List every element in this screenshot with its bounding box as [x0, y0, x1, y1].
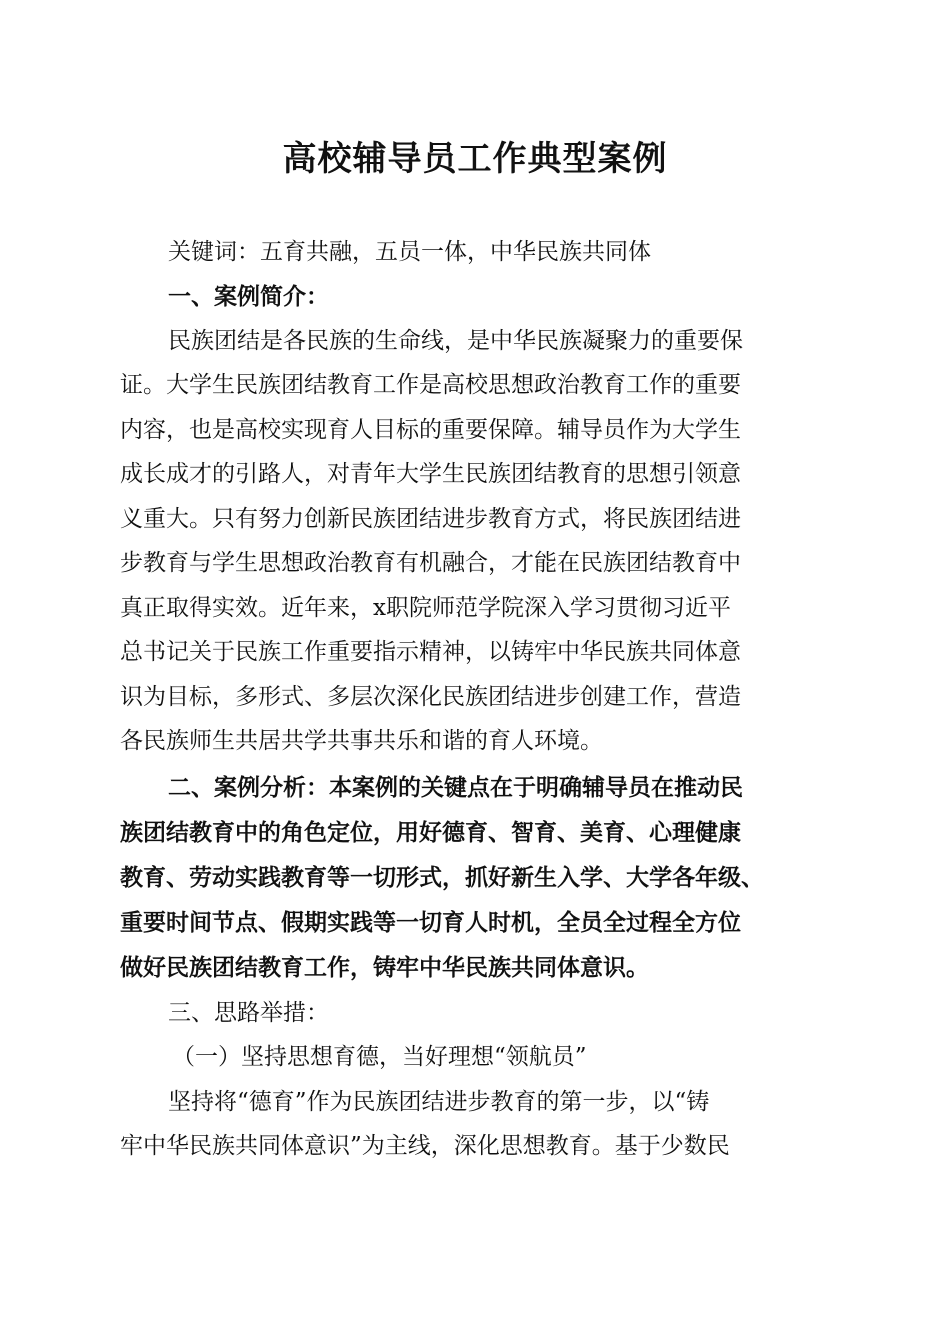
section1-line: 成长成才的引路人，对青年大学生民族团结教育的思想引领意: [120, 461, 741, 487]
subsection1-line: 坚持将“德育”作为民族团结进步教育的第一步，以“铸: [168, 1089, 710, 1115]
subsection1-heading: （一）坚持思想育德，当好理想“领航员”: [172, 1044, 587, 1070]
keywords-line: 关键词：五育共融，五员一体，中华民族共同体: [168, 239, 651, 265]
section2-line: 重要时间节点、假期实践等一切育人时机，全员全过程全方位: [120, 910, 741, 936]
section1-line: 民族团结是各民族的生命线，是中华民族凝聚力的重要保: [168, 328, 743, 354]
section2-line: 做好民族团结教育工作，铸牢中华民族共同体意识。: [120, 955, 649, 981]
section1-line: 总书记关于民族工作重要指示精神，以铸牢中华民族共同体意: [120, 639, 741, 665]
section1-line: 证。大学生民族团结教育工作是高校思想政治教育工作的重要: [120, 372, 741, 398]
section3-heading: 三、思路举措：: [168, 1000, 329, 1026]
section1-line: 义重大。只有努力创新民族团结进步教育方式，将民族团结进: [120, 506, 741, 532]
section1-line: 识为目标，多形式、多层次深化民族团结进步创建工作，营造: [120, 684, 741, 710]
section2-line: 教育、劳动实践教育等一切形式，抓好新生入学、大学各年级、: [120, 865, 764, 891]
section1-heading: 一、案例简介：: [168, 284, 329, 310]
section1-line: 步教育与学生思想政治教育有机融合，才能在民族团结教育中: [120, 550, 741, 576]
subsection1-line: 牢中华民族共同体意识”为主线，深化思想教育。基于少数民: [120, 1133, 730, 1159]
document-title: 高校辅导员工作典型案例: [282, 139, 668, 179]
section2-line: 二、案例分析：本案例的关键点在于明确辅导员在推动民: [168, 775, 743, 801]
section1-line: 真正取得实效。近年来，x职院师范学院深入学习贯彻习近平: [120, 595, 731, 621]
section2-line: 族团结教育中的角色定位，用好德育、智育、美育、心理健康: [120, 820, 741, 846]
section1-line: 各民族师生共居共学共事共乐和谐的育人环境。: [120, 728, 603, 754]
section1-line: 内容，也是高校实现育人目标的重要保障。辅导员作为大学生: [120, 417, 741, 443]
